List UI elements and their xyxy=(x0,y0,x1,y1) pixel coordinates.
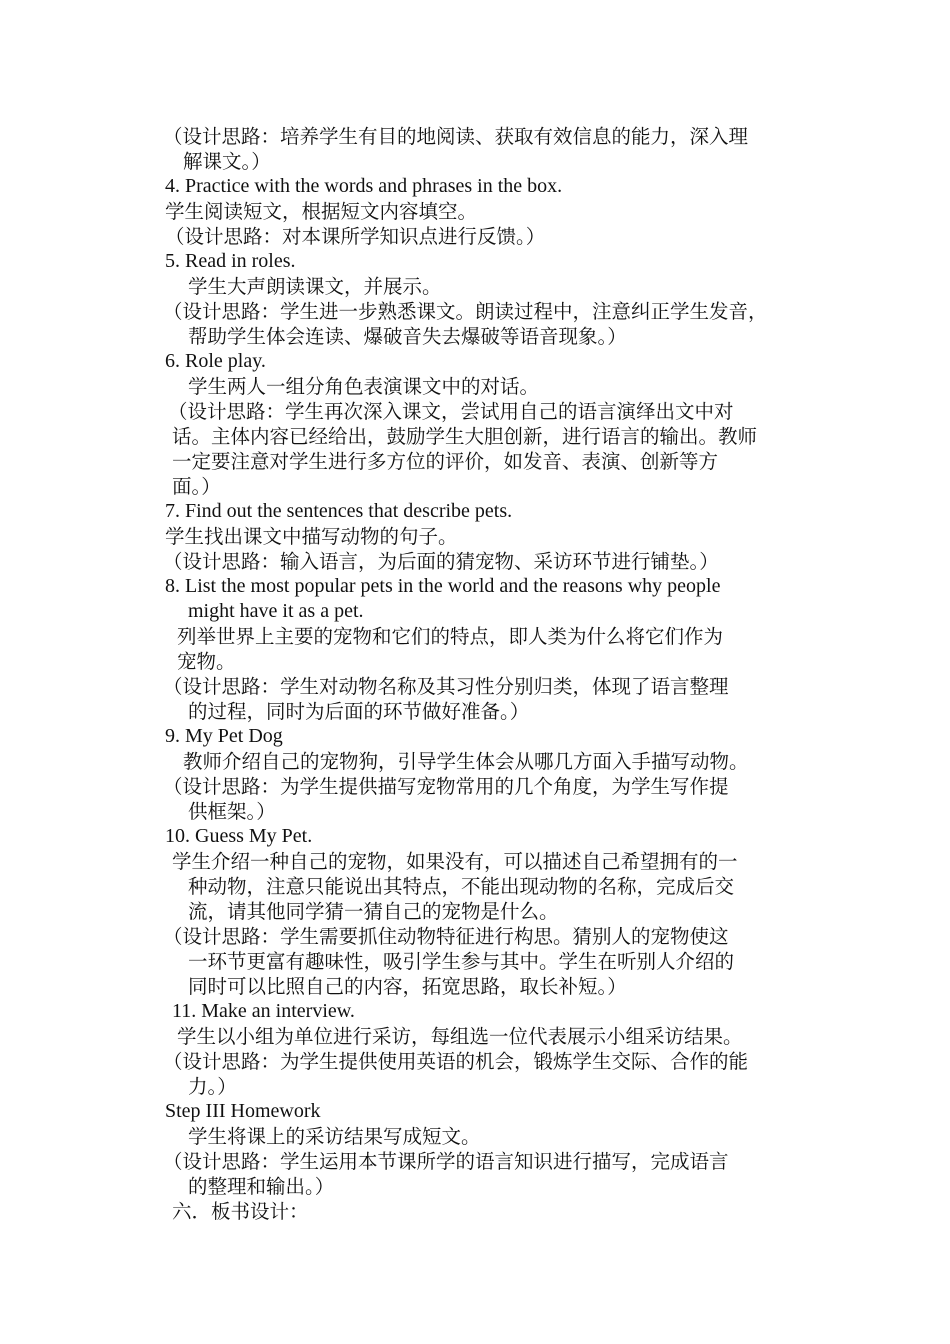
design-note-line: 供框架。） xyxy=(188,800,276,823)
design-note-line: （设计思路：学生对动物名称及其习性分别归类，体现了语言整理 xyxy=(163,675,729,698)
design-note-line: 帮助学生体会连读、爆破音失去爆破等语音现象。） xyxy=(188,325,627,348)
design-note-line: （设计思路：为学生提供使用英语的机会，锻炼学生交际、合作的能 xyxy=(163,1050,749,1073)
design-note-line: 一定要注意对学生进行多方位的评价，如发音、表演、创新等方 xyxy=(172,450,719,473)
section-heading: Step III Homework xyxy=(165,1100,321,1122)
design-note-line: 同时可以比照自己的内容，拓宽思路，取长补短。） xyxy=(188,975,627,998)
design-note-line: （设计思路：对本课所学知识点进行反馈。） xyxy=(165,225,546,248)
activity-line: 学生以小组为单位进行采访，每组选一位代表展示小组采访结果。 xyxy=(177,1025,743,1048)
activity-line: 列举世界上主要的宠物和它们的特点，即人类为什么将它们作为 xyxy=(177,625,724,648)
design-note-line: （设计思路：输入语言，为后面的猜宠物、采访环节进行铺垫。） xyxy=(163,550,719,573)
design-note-line: （设计思路：培养学生有目的地阅读、获取有效信息的能力，深入理 xyxy=(163,125,749,148)
design-note-line: （设计思路：学生需要抓住动物特征进行构思。猜别人的宠物使这 xyxy=(163,925,729,948)
activity-line: 教师介绍自己的宠物狗，引导学生体会从哪几方面入手描写动物。 xyxy=(183,750,749,773)
activity-line: 学生介绍一种自己的宠物，如果没有，可以描述自己希望拥有的一 xyxy=(172,850,738,873)
design-note-line: （设计思路：为学生提供描写宠物常用的几个角度，为学生写作提 xyxy=(163,775,729,798)
design-note-line: 解课文。） xyxy=(183,150,271,173)
step-heading: 8. List the most popular pets in the world and the reasons why people xyxy=(165,575,721,597)
design-note-line: 面。） xyxy=(172,475,221,498)
step-heading: 5. Read in roles. xyxy=(165,250,296,272)
step-heading: 6. Role play. xyxy=(165,350,266,372)
design-note-line: （设计思路：学生进一步熟悉课文。朗读过程中，注意纠正学生发音， xyxy=(163,300,768,323)
step-heading: 4. Practice with the words and phrases in the box. xyxy=(165,175,563,197)
step-heading-continued: might have it as a pet. xyxy=(188,600,364,622)
activity-line: 流，请其他同学猜一猜自己的宠物是什么。 xyxy=(188,900,559,923)
design-note-line: （设计思路：学生运用本节课所学的语言知识进行描写，完成语言 xyxy=(163,1150,729,1173)
design-note-line: 的整理和输出。） xyxy=(188,1175,335,1198)
design-note-line: 的过程，同时为后面的环节做好准备。） xyxy=(188,700,530,723)
activity-line: 学生将课上的采访结果写成短文。 xyxy=(188,1125,481,1148)
step-heading: 7. Find out the sentences that describe pets. xyxy=(165,500,513,522)
design-note-line: 一环节更富有趣味性，吸引学生参与其中。学生在听别人介绍的 xyxy=(188,950,735,973)
activity-line: 学生找出课文中描写动物的句子。 xyxy=(165,525,458,548)
design-note-line: （设计思路：学生再次深入课文，尝试用自己的语言演绎出文中对 xyxy=(168,400,734,423)
activity-line: 宠物。 xyxy=(177,650,236,673)
step-heading: 9. My Pet Dog xyxy=(165,725,283,747)
activity-line: 学生两人一组分角色表演课文中的对话。 xyxy=(188,375,540,398)
section-heading: 六．板书设计： xyxy=(172,1200,309,1223)
activity-line: 学生阅读短文，根据短文内容填空。 xyxy=(165,200,478,223)
design-note-line: 话。主体内容已经给出，鼓励学生大胆创新，进行语言的输出。教师 xyxy=(172,425,758,448)
step-heading: 10. Guess My Pet. xyxy=(165,825,313,847)
step-heading: 11. Make an interview. xyxy=(172,1000,355,1022)
activity-line: 学生大声朗读课文，并展示。 xyxy=(188,275,442,298)
activity-line: 种动物，注意只能说出其特点，不能出现动物的名称，完成后交 xyxy=(188,875,735,898)
design-note-line: 力。） xyxy=(188,1075,237,1098)
